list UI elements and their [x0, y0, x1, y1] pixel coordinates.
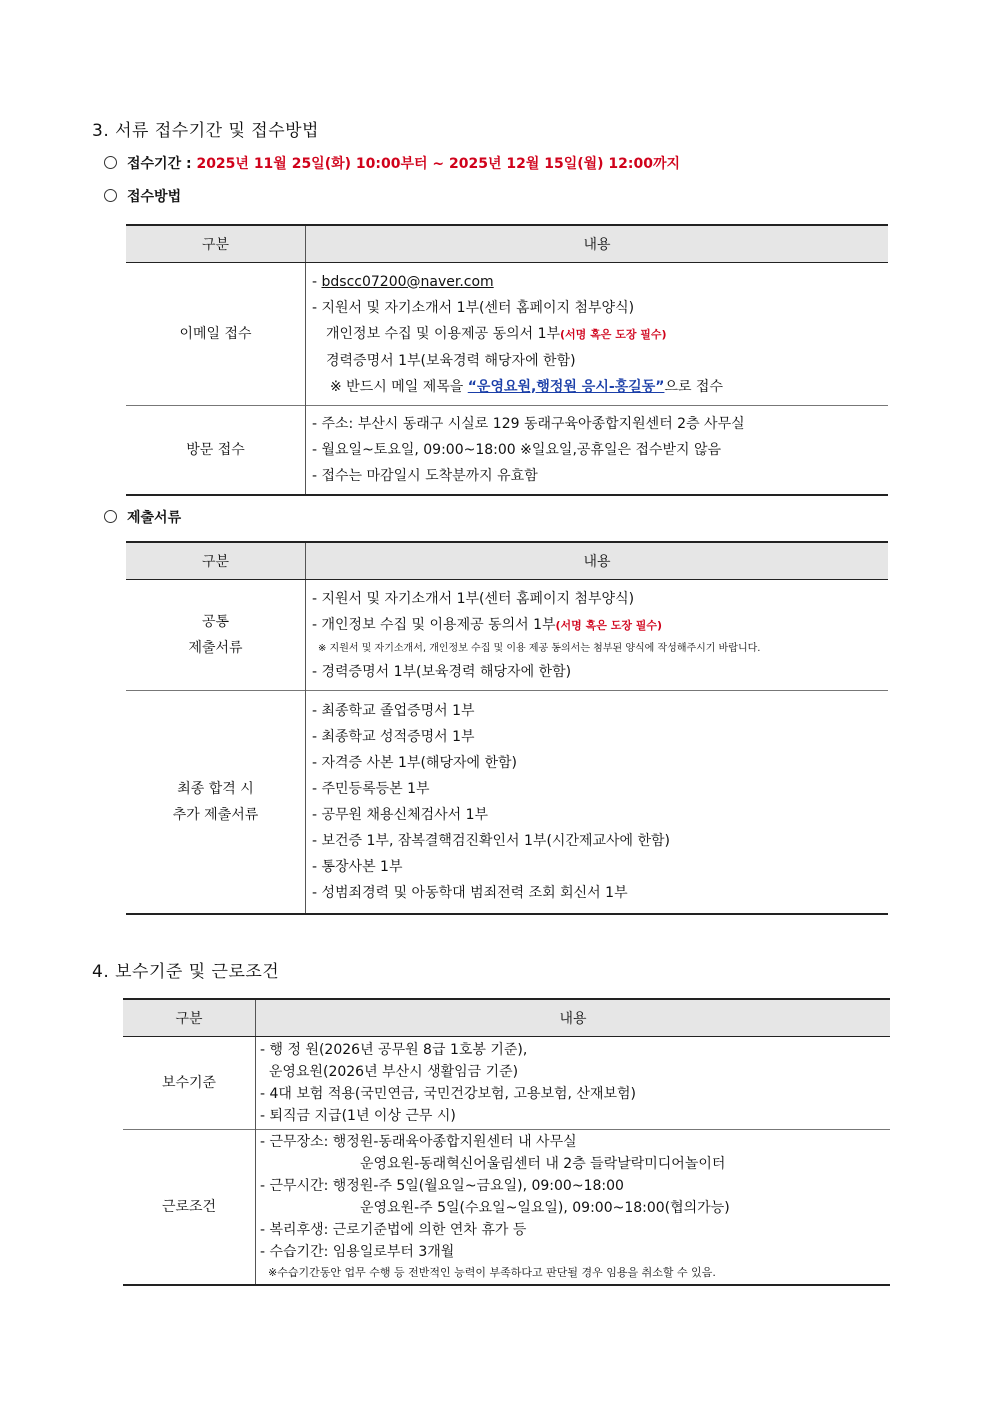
- work-line: - 수습기간: 임용일로부터 3개월: [260, 1244, 455, 1260]
- final-item: - 최종학교 성적증명서 1부: [312, 729, 475, 745]
- email-line-5-pre: ※ 반드시 메일 제목을: [330, 378, 468, 395]
- final-label-2: 추가 제출서류: [172, 807, 259, 823]
- pay-line: - 4대 보험 적용(국민연금, 국민건강보험, 고용보험, 산재보험): [260, 1086, 636, 1102]
- common-line-3: ※ 지원서 및 자기소개서, 개인정보 수집 및 이용 제공 동의서는 첨부된 양식에 작성해주시기 바랍니다.: [318, 642, 761, 654]
- final-item: - 공무원 채용신체검사서 1부: [312, 807, 489, 823]
- email-line-3-note: (서명 혹은 도장 필수): [560, 327, 667, 341]
- visit-line-2: - 월요일~토요일, 09:00~18:00 ※일요일,공휴일은 접수받지 않음: [312, 442, 722, 458]
- pay-label: 보수기준: [123, 1037, 256, 1130]
- common-line-1: - 지원서 및 자기소개서 1부(센터 홈페이지 첨부양식): [312, 590, 635, 607]
- work-line: - 근무시간: 행정원-주 5일(월요일~금요일), 09:00~18:00: [260, 1178, 624, 1194]
- pay-line: - 퇴직금 지급(1년 이상 근무 시): [260, 1108, 456, 1124]
- email-line-2: - 지원서 및 자기소개서 1부(센터 홈페이지 첨부양식): [312, 299, 635, 316]
- period-row: [104, 153, 680, 173]
- visit-line-3: - 접수는 마감일시 도착분까지 유효함: [312, 468, 538, 484]
- final-item: - 최종학교 졸업증명서 1부: [312, 703, 475, 719]
- method-label: 접수방법: [127, 189, 182, 205]
- docs-label: 제출서류: [127, 510, 182, 526]
- work-line: - 복리후생: 근로기준법에 의한 연차 휴가 등: [260, 1222, 527, 1238]
- table1-head-category: 구분: [126, 225, 306, 263]
- work-content: [256, 1130, 891, 1286]
- period-label: 접수기간 :: [127, 156, 192, 172]
- common-line-2-note: (서명 혹은 도장 필수): [555, 618, 663, 632]
- circle-bullet-icon: [104, 189, 117, 202]
- common-docs-content: [306, 580, 889, 691]
- common-line-2-text: - 개인정보 수집 및 이용제공 동의서 1부: [312, 616, 556, 633]
- table2-head-category: 구분: [126, 542, 306, 580]
- email-line-3-text: 개인정보 수집 및 이용제공 동의서 1부: [326, 325, 561, 342]
- common-label-1: 공통: [201, 614, 230, 630]
- pay-line: - 행 정 원(2026년 공무원 8급 1호봉 기준),: [260, 1042, 528, 1058]
- visit-content: [306, 406, 889, 496]
- final-docs-content: [306, 691, 889, 915]
- email-content: [306, 263, 889, 406]
- email-line-3: [312, 321, 887, 348]
- common-line-4: - 경력증명서 1부(보육경력 해당자에 한함): [312, 663, 572, 680]
- pay-conditions-table: [123, 998, 890, 1286]
- final-item: - 통장사본 1부: [312, 859, 403, 875]
- submission-method-table: [126, 224, 888, 496]
- email-line-4: 경력증명서 1부(보육경력 해당자에 한함): [326, 352, 576, 369]
- docs-row: [104, 507, 181, 527]
- visit-line-1: - 주소: 부산시 동래구 시실로 129 동래구육아종합지원센터 2층 사무실: [312, 416, 745, 432]
- table3-head-content: 내용: [256, 999, 891, 1037]
- submission-documents-table: [126, 541, 888, 915]
- common-label-2: 제출서류: [188, 640, 243, 656]
- email-address-line: - bdscc07200@naver.com: [312, 273, 494, 290]
- email-line-5: [312, 374, 887, 400]
- work-line: 운영요원-주 5일(수요일~일요일), 09:00~18:00(협의가능): [360, 1200, 730, 1216]
- common-line-2: [312, 612, 887, 639]
- section-4-title: 4. 보수기준 및 근로조건: [92, 962, 280, 982]
- email-subject-format: “운영요원,행정원 응시-홍길동”: [467, 378, 665, 395]
- section-3-title: 3. 서류 접수기간 및 접수방법: [92, 121, 319, 141]
- common-docs-label: [126, 580, 306, 691]
- work-line: 운영요원-동래혁신어울림센터 내 2층 들락날락미디어놀이터: [360, 1156, 726, 1172]
- table2-head-content: 내용: [306, 542, 889, 580]
- final-label-1: 최종 합격 시: [177, 781, 254, 797]
- work-note: ※수습기간동안 업무 수행 등 전반적인 능력이 부족하다고 판단될 경우 임용을 취소할 수 있음.: [268, 1266, 716, 1279]
- final-item: - 주민등록등본 1부: [312, 781, 430, 797]
- work-label: 근로조건: [123, 1130, 256, 1286]
- final-docs-label: [126, 691, 306, 915]
- final-item: - 보건증 1부, 잠복결핵검진확인서 1부(시간제교사에 한함): [312, 833, 671, 849]
- period-value: 2025년 11월 25일(화) 10:00부터 ~ 2025년 12월 15일(월) 12:00까지: [196, 156, 681, 172]
- email-address[interactable]: bdscc07200@naver.com: [321, 273, 494, 290]
- circle-bullet-icon: [104, 510, 117, 523]
- final-item: - 성범죄경력 및 아동학대 범죄전력 조회 회신서 1부: [312, 885, 628, 901]
- pay-line: 운영요원(2026년 부산시 생활임금 기준): [260, 1064, 519, 1080]
- visit-label: 방문 접수: [126, 406, 306, 496]
- method-row: [104, 186, 181, 206]
- circle-bullet-icon: [104, 156, 117, 169]
- email-label: 이메일 접수: [126, 263, 306, 406]
- final-item: - 자격증 사본 1부(해당자에 한함): [312, 755, 517, 771]
- work-line: - 근무장소: 행정원-동래육아종합지원센터 내 사무실: [260, 1134, 577, 1150]
- email-line-5-post: 으로 접수: [664, 378, 723, 395]
- table3-head-category: 구분: [123, 999, 256, 1037]
- pay-content: [256, 1037, 891, 1130]
- table1-head-content: 내용: [306, 225, 889, 263]
